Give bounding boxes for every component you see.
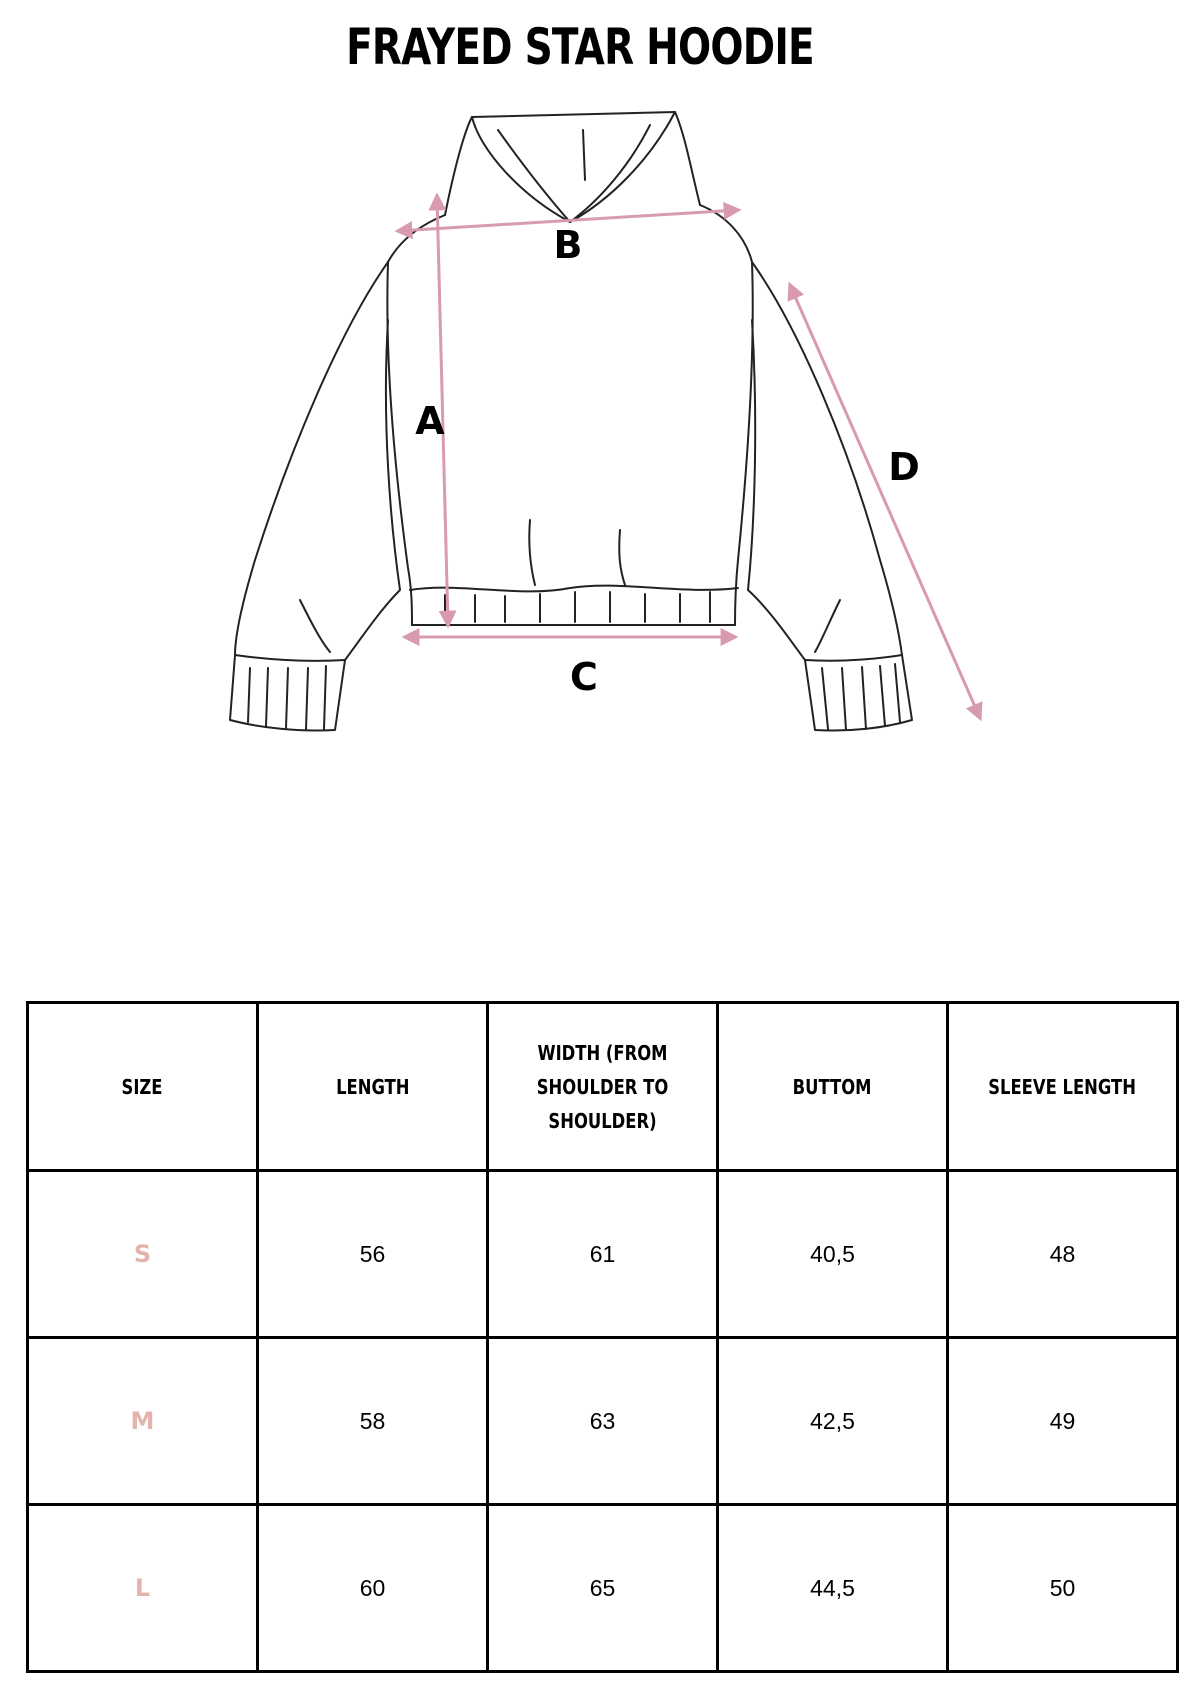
- table-row: [28, 1505, 1178, 1672]
- label-d: D: [888, 445, 920, 489]
- page-title: FRAYED STAR HOODIE: [346, 18, 814, 76]
- header-size: SIZE: [28, 1003, 258, 1171]
- size-cell: S: [28, 1171, 258, 1338]
- sleeve-cell: 48: [948, 1171, 1178, 1338]
- size-cell: M: [28, 1338, 258, 1505]
- header-bottom: BUTTOM: [718, 1003, 948, 1171]
- length-cell: 60: [258, 1505, 488, 1672]
- length-cell: 58: [258, 1338, 488, 1505]
- width-cell: 63: [488, 1338, 718, 1505]
- header-sleeve-length: SLEEVE LENGTH: [948, 1003, 1178, 1171]
- width-cell: 65: [488, 1505, 718, 1672]
- sleeve-cell: 50: [948, 1505, 1178, 1672]
- length-cell: 56: [258, 1171, 488, 1338]
- bottom-cell: 42,5: [718, 1338, 948, 1505]
- size-table: [26, 1001, 1179, 1673]
- table-row: [28, 1338, 1178, 1505]
- width-cell: 61: [488, 1171, 718, 1338]
- sleeve-cell: 49: [948, 1338, 1178, 1505]
- header-width: WIDTH (FROM SHOULDER TO SHOULDER): [488, 1003, 718, 1171]
- bottom-cell: 44,5: [718, 1505, 948, 1672]
- table-header-row: [28, 1003, 1178, 1171]
- label-a: A: [415, 399, 445, 443]
- size-cell: L: [28, 1505, 258, 1672]
- arrow-d: [790, 285, 980, 718]
- label-c: C: [570, 655, 598, 699]
- table-row: [28, 1171, 1178, 1338]
- header-length: LENGTH: [258, 1003, 488, 1171]
- bottom-cell: 40,5: [718, 1171, 948, 1338]
- label-b: B: [553, 223, 583, 267]
